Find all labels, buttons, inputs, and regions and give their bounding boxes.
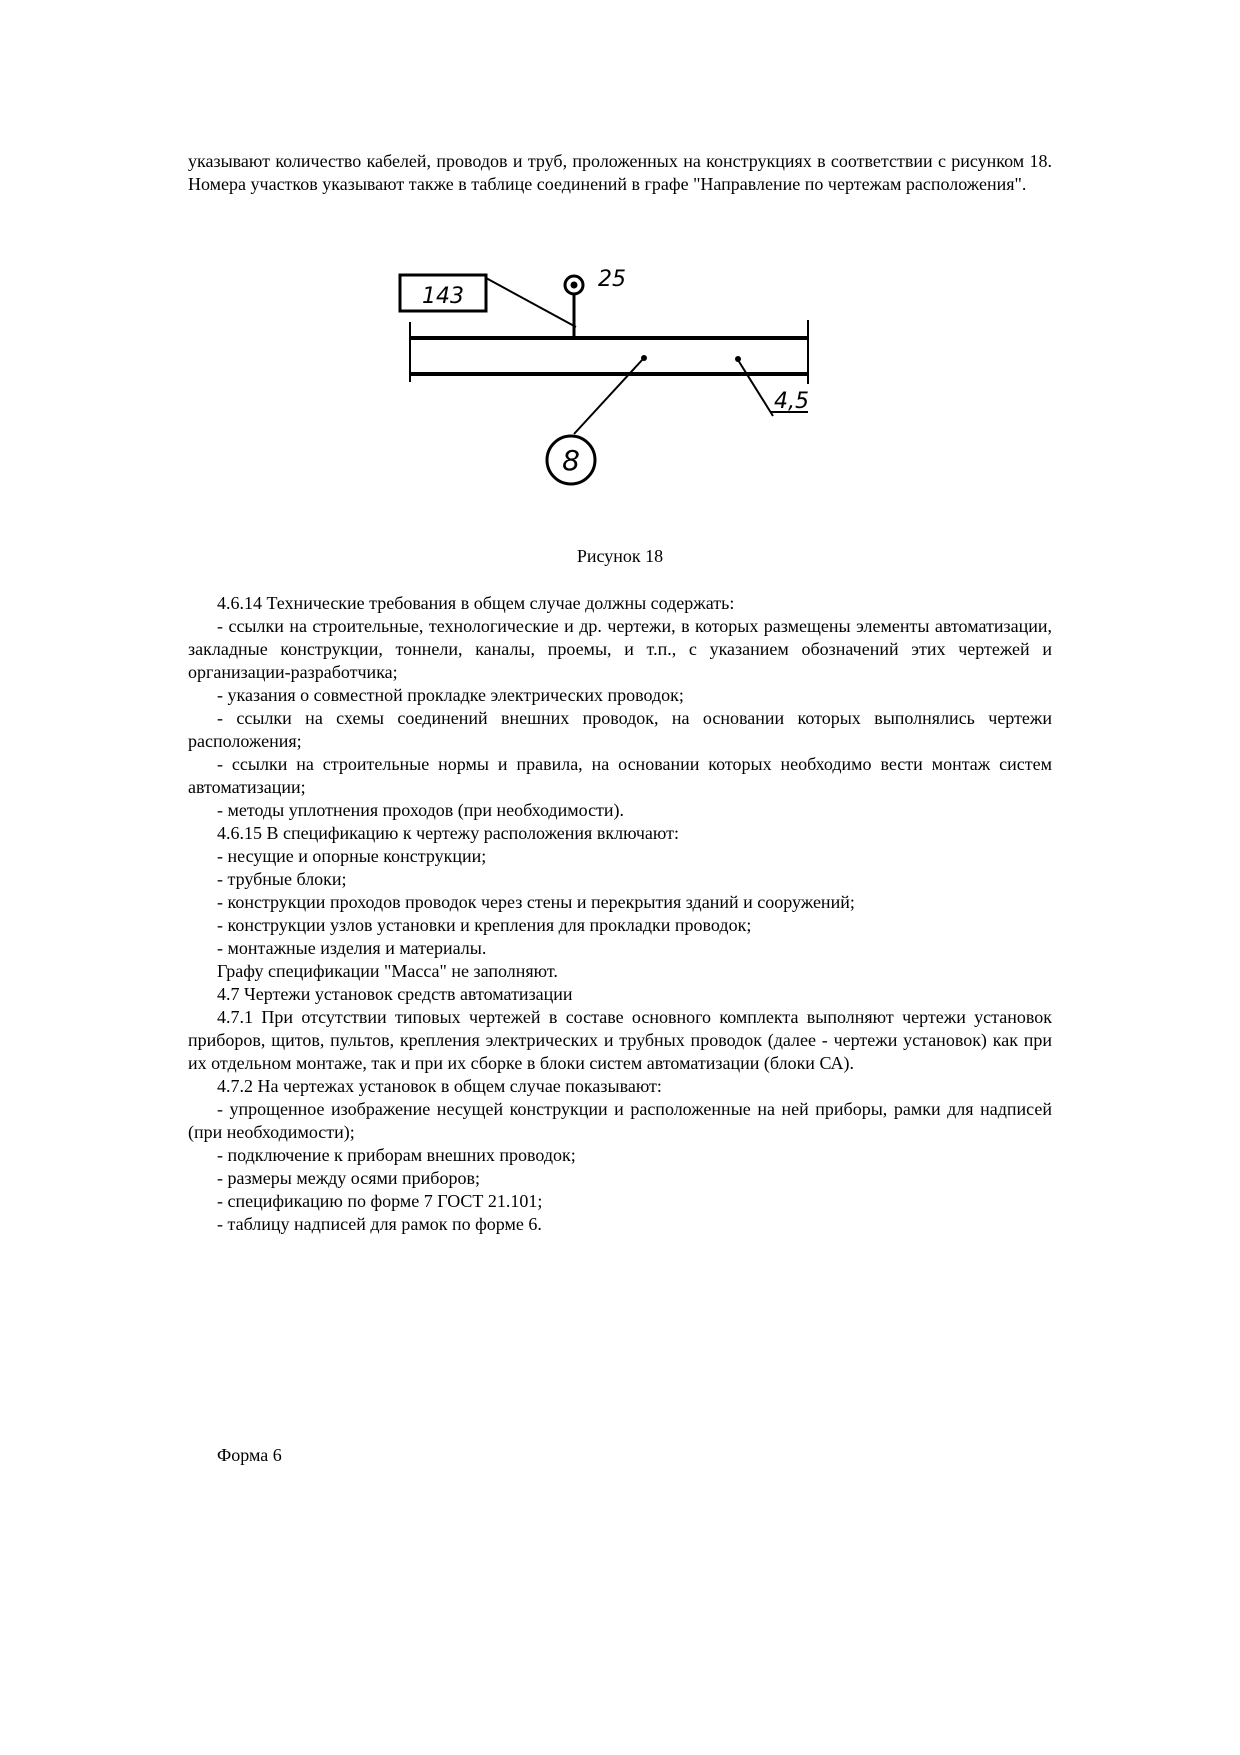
paragraph: - подключение к приборам внешних проводок; [217, 1145, 576, 1165]
intro-paragraph: указывают количество кабелей, проводов и труб, проложенных на конструкциях в соответствии с рисунком 18. Номера участков указывают также в таблице соединений в графе "Направление по чертежам расположения". [188, 151, 1052, 194]
paragraph: - конструкции проходов проводок через стены и перекрытия зданий и сооружений; [217, 892, 855, 912]
form-label: Форма 6 [217, 1445, 282, 1465]
top-label-text: 25 [598, 267, 626, 292]
paragraph: - спецификацию по форме 7 ГОСТ 21.101; [217, 1191, 543, 1211]
paragraph: 4.7 Чертежи установок средств автоматизации [217, 984, 573, 1004]
paragraph: - указания о совместной прокладке электрических проводок; [217, 685, 684, 705]
paragraph: - ссылки на строительные нормы и правила, на основании которых необходимо вести монтаж систем автоматизации; [188, 754, 1052, 797]
paragraph: - ссылки на строительные, технологические и др. чертежи, в которых размещены элементы автоматизации, закладные конструкции, тоннели, каналы, проемы, и т.п., с указанием обозначений этих чертежей и организации-разработчика; [188, 616, 1052, 682]
paragraph: - размеры между осями приборов; [217, 1168, 480, 1188]
intro-section [188, 150, 1052, 196]
paragraph: - несущие и опорные конструкции; [217, 846, 487, 866]
figure-drawing [388, 252, 858, 514]
body-section [188, 592, 1052, 1236]
figure-caption: Рисунок 18 [576, 546, 664, 566]
top-marker-dot [571, 282, 578, 289]
right-label-text: 4,5 [774, 389, 809, 414]
paragraph: - конструкции узлов установки и крепления для прокладки проводок; [217, 915, 752, 935]
paragraph: - ссылки на схемы соединений внешних проводок, на основании которых выполнялись чертежи расположения; [188, 708, 1052, 751]
paragraph: - упрощенное изображение несущей конструкции и расположенные на ней приборы, рамки для надписей (при необходимости); [188, 1099, 1052, 1142]
circle-leader-line [574, 359, 643, 434]
box-label-text: 143 [422, 284, 464, 309]
figure-18 [388, 252, 858, 514]
paragraph: 4.7.2 На чертежах установок в общем случае показывают: [217, 1076, 662, 1096]
paragraph: 4.7.1 При отсутствии типовых чертежей в составе основного комплекта выполняют чертежи установок приборов, щитов, пультов, крепления электрических и трубных проводок (далее - чертежи установок) как при их отдельном монтаже, так и при их сборке в блоки систем автоматизации (блоки СА). [188, 1007, 1052, 1073]
paragraph: 4.6.14 Технические требования в общем случае должны содержать: [217, 593, 735, 613]
paragraph: - методы уплотнения проходов (при необходимости). [217, 800, 625, 820]
paragraph: 4.6.15 В спецификацию к чертежу расположения включают: [217, 823, 679, 843]
circle-label-text: 8 [562, 444, 580, 477]
box-leader-line [486, 278, 576, 327]
paragraph: - трубные блоки; [217, 869, 347, 889]
paragraph: Графу спецификации "Масса" не заполняют. [217, 961, 558, 981]
right-leader-line [738, 360, 773, 416]
paragraph: - таблицу надписей для рамок по форме 6. [217, 1214, 542, 1234]
paragraph: - монтажные изделия и материалы. [217, 938, 487, 958]
